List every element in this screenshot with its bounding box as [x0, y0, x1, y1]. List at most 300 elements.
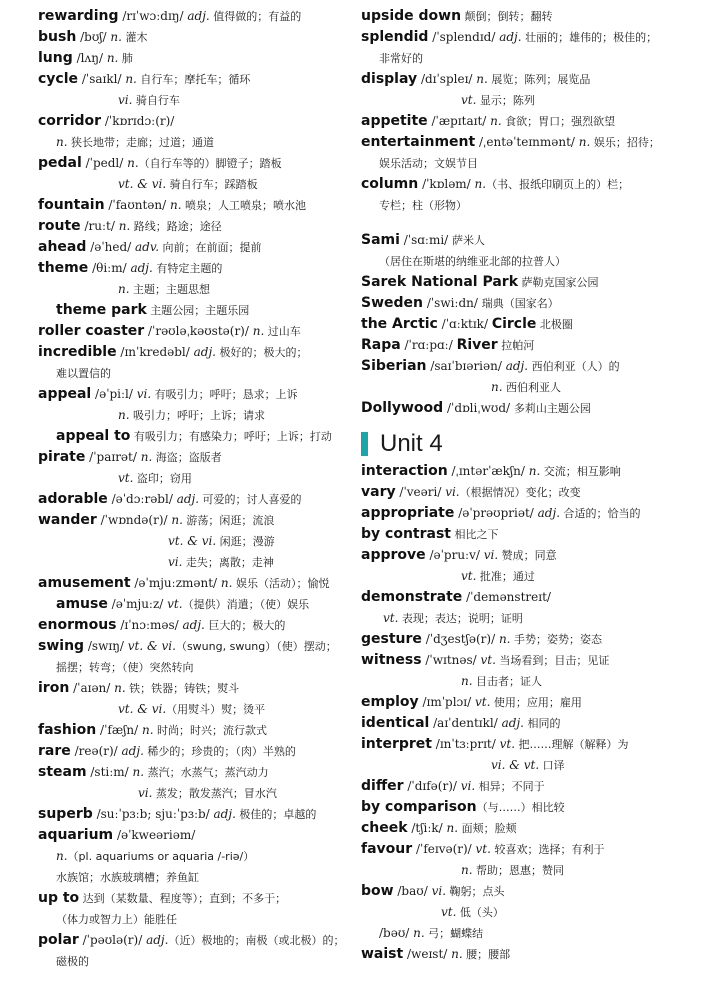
part-of-speech: adj.	[213, 807, 236, 821]
phonetic: /əˈprəʊpriət/	[454, 506, 538, 520]
entry	[361, 132, 683, 153]
entry	[361, 629, 683, 650]
part-of-speech: vt.	[383, 611, 399, 625]
phonetic: /θiːm/	[88, 261, 131, 275]
entry	[361, 692, 683, 713]
unit-heading-bar	[361, 432, 368, 456]
headword: ahead	[38, 239, 87, 255]
part-of-speech: vi.	[483, 548, 499, 562]
definition: （居住在斯堪的纳维亚北部的拉普人）	[379, 255, 566, 268]
phonetic: /weɪst/	[403, 947, 452, 961]
part-of-speech: n.	[490, 114, 502, 128]
entry	[361, 524, 683, 545]
part-of-speech: n.	[56, 135, 68, 149]
part-of-speech: n.	[106, 51, 119, 65]
definition: 使用；应用；雇用	[490, 696, 582, 709]
definition: （书、报纸印刷页上的）栏；	[486, 178, 630, 191]
headword: fountain	[38, 197, 105, 213]
definition: 食欲；胃口；强烈欲望	[501, 115, 616, 128]
phonetic: /bəʊ/	[379, 926, 414, 940]
definition: （自行车等的）脚镫子；踏板	[138, 157, 282, 170]
phonetic: /aɪˈdentɪkl/	[429, 716, 502, 730]
definition: 展览；陈列；展览品	[487, 73, 591, 86]
entry	[38, 636, 350, 657]
phonetic: /swɪŋ/	[84, 639, 128, 653]
definition: 相同的	[524, 717, 561, 730]
definition: 海盗；盗版者	[152, 451, 222, 464]
phonetic: /ˈaɪən/	[69, 681, 115, 695]
part-of-speech: adj.	[537, 506, 561, 520]
headword: enormous	[38, 617, 117, 633]
entry-continuation	[361, 923, 683, 944]
entry-continuation	[38, 846, 350, 867]
headword: differ	[361, 778, 404, 794]
right-column	[361, 6, 683, 965]
definition: 瑞典（国家名）	[481, 297, 559, 310]
headword: witness	[361, 652, 422, 668]
phonetic: /lʌŋ/	[72, 51, 107, 65]
definition: 目击者；证人	[472, 675, 543, 688]
entry	[38, 804, 350, 825]
entry-continuation	[38, 699, 350, 720]
phonetic: /ˈæpɪtaɪt/	[427, 114, 491, 128]
definition: 多莉山主题公园	[513, 402, 591, 415]
headword: route	[38, 218, 81, 234]
headword: interaction	[361, 463, 448, 479]
headword: waist	[361, 946, 404, 962]
entry	[361, 776, 683, 797]
definition: 壮丽的；雄伟的；极佳的；	[521, 31, 658, 44]
definition: （用熨斗）熨；烫平	[166, 703, 266, 716]
headword: splendid	[361, 29, 429, 45]
part-of-speech: vt. & vi.	[118, 177, 167, 191]
part-of-speech: vt.	[461, 569, 477, 583]
entry	[38, 153, 350, 174]
part-of-speech: n.	[528, 464, 541, 478]
headword: gesture	[361, 631, 422, 647]
definition: 蒸发；散发蒸汽；冒水汽	[152, 787, 277, 800]
headword: incredible	[38, 344, 117, 360]
definition: 口译	[539, 759, 565, 772]
entry	[361, 797, 683, 818]
part-of-speech: adj.	[193, 345, 216, 359]
entry	[361, 461, 683, 482]
part-of-speech: vi.	[138, 786, 153, 800]
entry	[361, 174, 683, 195]
definition: 值得做的；有益的	[209, 10, 302, 23]
entry	[38, 888, 350, 909]
headword: iron	[38, 680, 70, 696]
definition: 相比之下	[450, 528, 499, 541]
entry	[361, 545, 683, 566]
headword: Rapa	[361, 337, 401, 353]
headword: wander	[38, 512, 97, 528]
headword: appetite	[361, 113, 428, 129]
phonetic: /əˈpiːl/	[91, 387, 137, 401]
entry-continuation	[361, 902, 683, 923]
part-of-speech: adv.	[135, 240, 160, 254]
entry	[38, 69, 350, 90]
headword-suffix: River	[456, 337, 498, 353]
definition: 交流；相互影响	[540, 465, 621, 478]
headword: by contrast	[361, 526, 451, 542]
part-of-speech: n.	[461, 674, 473, 688]
definition: 萨勒克国家公园	[518, 276, 599, 289]
entry-continuation	[38, 783, 350, 804]
right-top-entries	[361, 6, 683, 419]
part-of-speech: n.	[451, 947, 463, 961]
headword: demonstrate	[361, 589, 463, 605]
phonetic: /əˈmjuːzmənt/	[130, 576, 221, 590]
entry-continuation	[361, 671, 683, 692]
entry	[38, 720, 350, 741]
entry	[38, 384, 350, 405]
phonetic: /ˈwɪtnəs/	[421, 653, 481, 667]
entry-continuation	[38, 468, 350, 489]
definition: 时尚；时兴；流行款式	[153, 724, 268, 737]
headword: roller coaster	[38, 323, 145, 339]
definition: 腰；腰部	[462, 948, 511, 961]
left-column	[38, 6, 350, 972]
headword: appeal	[38, 386, 92, 402]
part-of-speech: vi.	[431, 884, 447, 898]
definition: 难以置信的	[56, 367, 111, 380]
entry	[361, 111, 683, 132]
part-of-speech: n.	[498, 632, 511, 646]
definition: （根据情况）变化；改变	[459, 486, 581, 499]
phonetic: /ˈdɒliˌwʊd/	[443, 401, 514, 415]
phonetic: /ˈfeɪvə(r)/	[412, 842, 476, 856]
phonetic: /ˈkɒləm/	[418, 177, 475, 191]
part-of-speech: adj.	[499, 30, 522, 44]
entry	[38, 48, 350, 69]
definition: （与……）相比较	[476, 801, 565, 814]
headword: amusement	[38, 575, 131, 591]
definition: 把……理解（解释）为	[515, 738, 629, 751]
entry-continuation	[38, 90, 350, 111]
part-of-speech: adj.	[146, 933, 169, 947]
entry	[38, 447, 350, 468]
definition: （提供）消遣；（使）娱乐	[182, 598, 310, 611]
definition: 批准；通过	[476, 570, 535, 583]
entry	[38, 678, 350, 699]
entry	[38, 216, 350, 237]
part-of-speech: adj.	[505, 359, 529, 373]
entry	[38, 6, 350, 27]
entry-continuation	[38, 951, 350, 972]
entry	[38, 930, 350, 951]
definition: 路线；路途；途径	[130, 220, 222, 233]
headword: display	[361, 71, 418, 87]
entry-continuation	[361, 48, 683, 69]
part-of-speech: n.	[476, 72, 488, 86]
headword: steam	[38, 764, 87, 780]
definition: 有吸引力；有感染力；呼吁；上诉；打动	[130, 430, 332, 443]
headword: appeal to	[56, 428, 131, 444]
definition: （近）极地的；南极（或北极）的；	[168, 934, 345, 947]
entry	[38, 111, 350, 132]
phonetic: /rɪˈwɔːdɪŋ/	[118, 9, 188, 23]
headword: upside down	[361, 8, 462, 24]
entry-continuation	[38, 531, 350, 552]
part-of-speech: vt. & vi.	[168, 534, 217, 548]
part-of-speech: vi.	[136, 387, 152, 401]
definition: 合适的；恰当的	[560, 507, 641, 520]
part-of-speech: adj.	[182, 618, 205, 632]
headword: fashion	[38, 722, 97, 738]
definition: 帮助；恩惠；赞同	[472, 864, 565, 877]
entry	[38, 762, 350, 783]
part-of-speech: adj.	[501, 716, 524, 730]
entry-continuation	[38, 657, 350, 678]
definition: 达到（某数量、程度等）；直到；不多于；	[79, 892, 287, 905]
phonetic: /ˈrəʊləˌkəʊstə(r)/	[144, 324, 253, 338]
part-of-speech: vt. & vi.	[127, 639, 176, 653]
entry	[361, 272, 683, 293]
part-of-speech: n.	[252, 324, 265, 338]
entry	[38, 237, 350, 258]
phonetic: /ˌɪntərˈækʃn/	[447, 464, 529, 478]
definition: 西伯利亚（人）的	[528, 360, 620, 373]
definition: 赞成；同意	[498, 549, 557, 562]
entry-continuation	[38, 279, 350, 300]
phonetic: /ˈsaɪkl/	[78, 72, 126, 86]
headword: amuse	[56, 596, 108, 612]
phonetic: /dɪˈspleɪ/	[417, 72, 477, 86]
part-of-speech: vt.	[475, 842, 491, 856]
entry-continuation	[38, 363, 350, 384]
entry	[38, 321, 350, 342]
definition: 稀少的；珍贵的；（肉）半熟的	[143, 745, 296, 758]
entry-continuation	[361, 755, 683, 776]
entry	[38, 300, 350, 321]
part-of-speech: n.	[170, 198, 182, 212]
definition: 娱乐活动；文娱节目	[379, 157, 478, 170]
part-of-speech: n.	[114, 681, 126, 695]
phonetic: /ˈfæʃn/	[96, 723, 142, 737]
headword: appropriate	[361, 505, 455, 521]
definition: 水族馆；水族玻璃槽；养鱼缸	[56, 871, 199, 884]
headword: bow	[361, 883, 394, 899]
headword: adorable	[38, 491, 108, 507]
part-of-speech: adj.	[187, 9, 210, 23]
entry	[361, 398, 683, 419]
entry-continuation	[361, 195, 683, 216]
headword: rewarding	[38, 8, 119, 24]
definition: 可爱的；讨人喜爱的	[199, 493, 302, 506]
part-of-speech: vt.	[118, 471, 134, 485]
phonetic: /stiːm/	[86, 765, 133, 779]
definition: 低（头）	[456, 906, 504, 919]
headword: theme	[38, 260, 89, 276]
headword: rare	[38, 743, 71, 759]
definition: 闲逛；漫游	[216, 535, 275, 548]
definition: 骑自行车	[132, 94, 180, 107]
headword: the Arctic	[361, 316, 438, 332]
definition: 有特定主题的	[152, 262, 223, 275]
definition: 鞠躬；点头	[446, 885, 505, 898]
headword: lung	[38, 50, 73, 66]
entry	[361, 6, 683, 27]
entry	[38, 741, 350, 762]
headword: Siberian	[361, 358, 427, 374]
phonetic: /əˈdɔːrəbl/	[107, 492, 177, 506]
part-of-speech: vi.	[118, 93, 133, 107]
entry	[361, 27, 683, 48]
entry	[361, 713, 683, 734]
part-of-speech: adj.	[121, 744, 144, 758]
part-of-speech: n.	[110, 30, 122, 44]
definition: 游荡；闲逛；流浪	[182, 514, 275, 527]
phonetic: /ˈpaɪrət/	[85, 450, 141, 464]
entry	[361, 335, 683, 356]
definition: 娱乐（活动）；愉悦	[232, 577, 330, 590]
entry	[361, 818, 683, 839]
phonetic: /ɪmˈplɔɪ/	[418, 695, 475, 709]
phonetic: /ˈrɑːpɑː/	[400, 338, 457, 352]
part-of-speech: vt.	[167, 597, 183, 611]
headword: interpret	[361, 736, 432, 752]
phonetic: /ˌentəˈteɪnmənt/	[475, 135, 579, 149]
headword: polar	[38, 932, 79, 948]
definition: 狭长地带；走廊；过道；通道	[67, 136, 215, 149]
entry	[38, 573, 350, 594]
part-of-speech: n.	[461, 863, 473, 877]
definition: 当场看到；目击；见证	[495, 654, 610, 667]
phonetic: /tʃiːk/	[407, 821, 447, 835]
definition: 肺	[118, 52, 133, 65]
phonetic: /ˈdɪfə(r)/	[403, 779, 461, 793]
definition: 面颊；脸颊	[458, 822, 517, 835]
entry	[361, 293, 683, 314]
definition: 专栏；柱（形物）	[379, 199, 467, 212]
definition: 拉帕河	[497, 339, 535, 352]
headword: Dollywood	[361, 400, 444, 416]
definition: 过山车	[264, 325, 301, 338]
entry-continuation	[38, 552, 350, 573]
unit-heading	[361, 427, 683, 461]
phonetic: /ˈdʒestʃə(r)/	[421, 632, 499, 646]
entry	[38, 258, 350, 279]
part-of-speech: vi.	[445, 485, 460, 499]
part-of-speech: vt.	[480, 653, 496, 667]
headword: swing	[38, 638, 85, 654]
definition: （swung, swung）（使）摆动；	[175, 640, 337, 653]
headword: Sweden	[361, 295, 423, 311]
phonetic: /ˈswiːdn/	[423, 296, 482, 310]
definition: 极好的；极大的；	[215, 346, 308, 359]
part-of-speech: n.	[446, 821, 459, 835]
part-of-speech: n.	[140, 450, 153, 464]
part-of-speech: vt.	[474, 695, 491, 709]
definition: 走失；离散；走神	[182, 556, 274, 569]
entry-continuation	[38, 405, 350, 426]
headword: bush	[38, 29, 77, 45]
definition: 蒸汽；水蒸气；蒸汽动力	[144, 766, 269, 779]
definition: （pl. aquariums or aquaria /-riə/）	[67, 850, 255, 863]
phonetic: /saɪˈbɪəriən/	[426, 359, 506, 373]
headword: superb	[38, 806, 93, 822]
entry-continuation	[38, 867, 350, 888]
definition: 喷泉；人工喷泉；喷水池	[181, 199, 307, 212]
phonetic: /əˈkweəriəm/	[113, 828, 196, 842]
headword: pirate	[38, 449, 86, 465]
part-of-speech: n.	[125, 72, 137, 86]
part-of-speech: n.	[141, 723, 154, 737]
definition: 显示；陈列	[476, 94, 535, 107]
entry-continuation	[38, 132, 350, 153]
part-of-speech: adj.	[130, 261, 153, 275]
part-of-speech: n.	[413, 926, 425, 940]
unit-title: Unit 4	[380, 430, 443, 457]
headword: column	[361, 176, 419, 192]
part-of-speech: vt. & vi.	[118, 702, 167, 716]
phonetic: /ɪnˈkredəbl/	[116, 345, 194, 359]
phonetic: /ˈpedl/	[81, 156, 128, 170]
definition: 表现；表达；说明；证明	[398, 612, 523, 625]
entry	[38, 615, 350, 636]
definition: 吸引力；呼吁；上诉；请求	[129, 409, 266, 422]
headword: vary	[361, 484, 396, 500]
entry-continuation	[361, 153, 683, 174]
part-of-speech: n.	[118, 408, 130, 422]
definition: 有吸引力；呼吁；恳求；上诉	[151, 388, 298, 401]
definition: 自行车；摩托车；循环	[136, 73, 251, 86]
definition: 弓；蝴蝶结	[424, 927, 484, 940]
entry-continuation	[38, 174, 350, 195]
phonetic: /ɪˈnɔːməs/	[116, 618, 183, 632]
entry-continuation	[361, 566, 683, 587]
entry	[361, 839, 683, 860]
definition: 向前；在前面；提前	[159, 241, 262, 254]
definition: 灌木	[121, 31, 148, 44]
entry	[38, 426, 350, 447]
entry	[38, 342, 350, 363]
definition: 非常好的	[379, 52, 423, 65]
headword: theme park	[56, 302, 147, 318]
part-of-speech: vt.	[499, 737, 516, 751]
definition: 摇摆；转弯；（使）突然转向	[56, 661, 194, 674]
phonetic: /suːˈpɜːb; sjuːˈpɜːb/	[92, 807, 214, 821]
entry-continuation	[38, 909, 350, 930]
part-of-speech: n.	[171, 513, 183, 527]
headword: aquarium	[38, 827, 114, 843]
definition: 主题公园；主题乐园	[146, 304, 250, 317]
definition: 手势；姿势；姿态	[510, 633, 602, 646]
entry	[361, 356, 683, 377]
phonetic: /ˈkɒrɪdɔː(r)/	[101, 114, 175, 128]
definition: 骑自行车；踩踏板	[166, 178, 258, 191]
part-of-speech: n.	[118, 219, 131, 233]
definition: 极佳的；卓越的	[235, 808, 317, 821]
phonetic: /ˈɑːktɪk/	[437, 317, 492, 331]
part-of-speech: vi.	[168, 555, 183, 569]
entry	[361, 587, 683, 608]
phonetic: /əˈmjuːz/	[107, 597, 168, 611]
entry	[38, 825, 350, 846]
definition: 北极圈	[536, 318, 573, 331]
headword: employ	[361, 694, 419, 710]
entry-continuation	[361, 90, 683, 111]
part-of-speech: n.	[56, 849, 68, 863]
entry	[38, 594, 350, 615]
part-of-speech: n.	[220, 576, 233, 590]
part-of-speech: n.	[132, 765, 145, 779]
phonetic: /bʊʃ/	[76, 30, 111, 44]
headword: by comparison	[361, 799, 477, 815]
definition: 主题；主题思想	[129, 283, 211, 296]
definition: 相异；不同于	[475, 780, 545, 793]
